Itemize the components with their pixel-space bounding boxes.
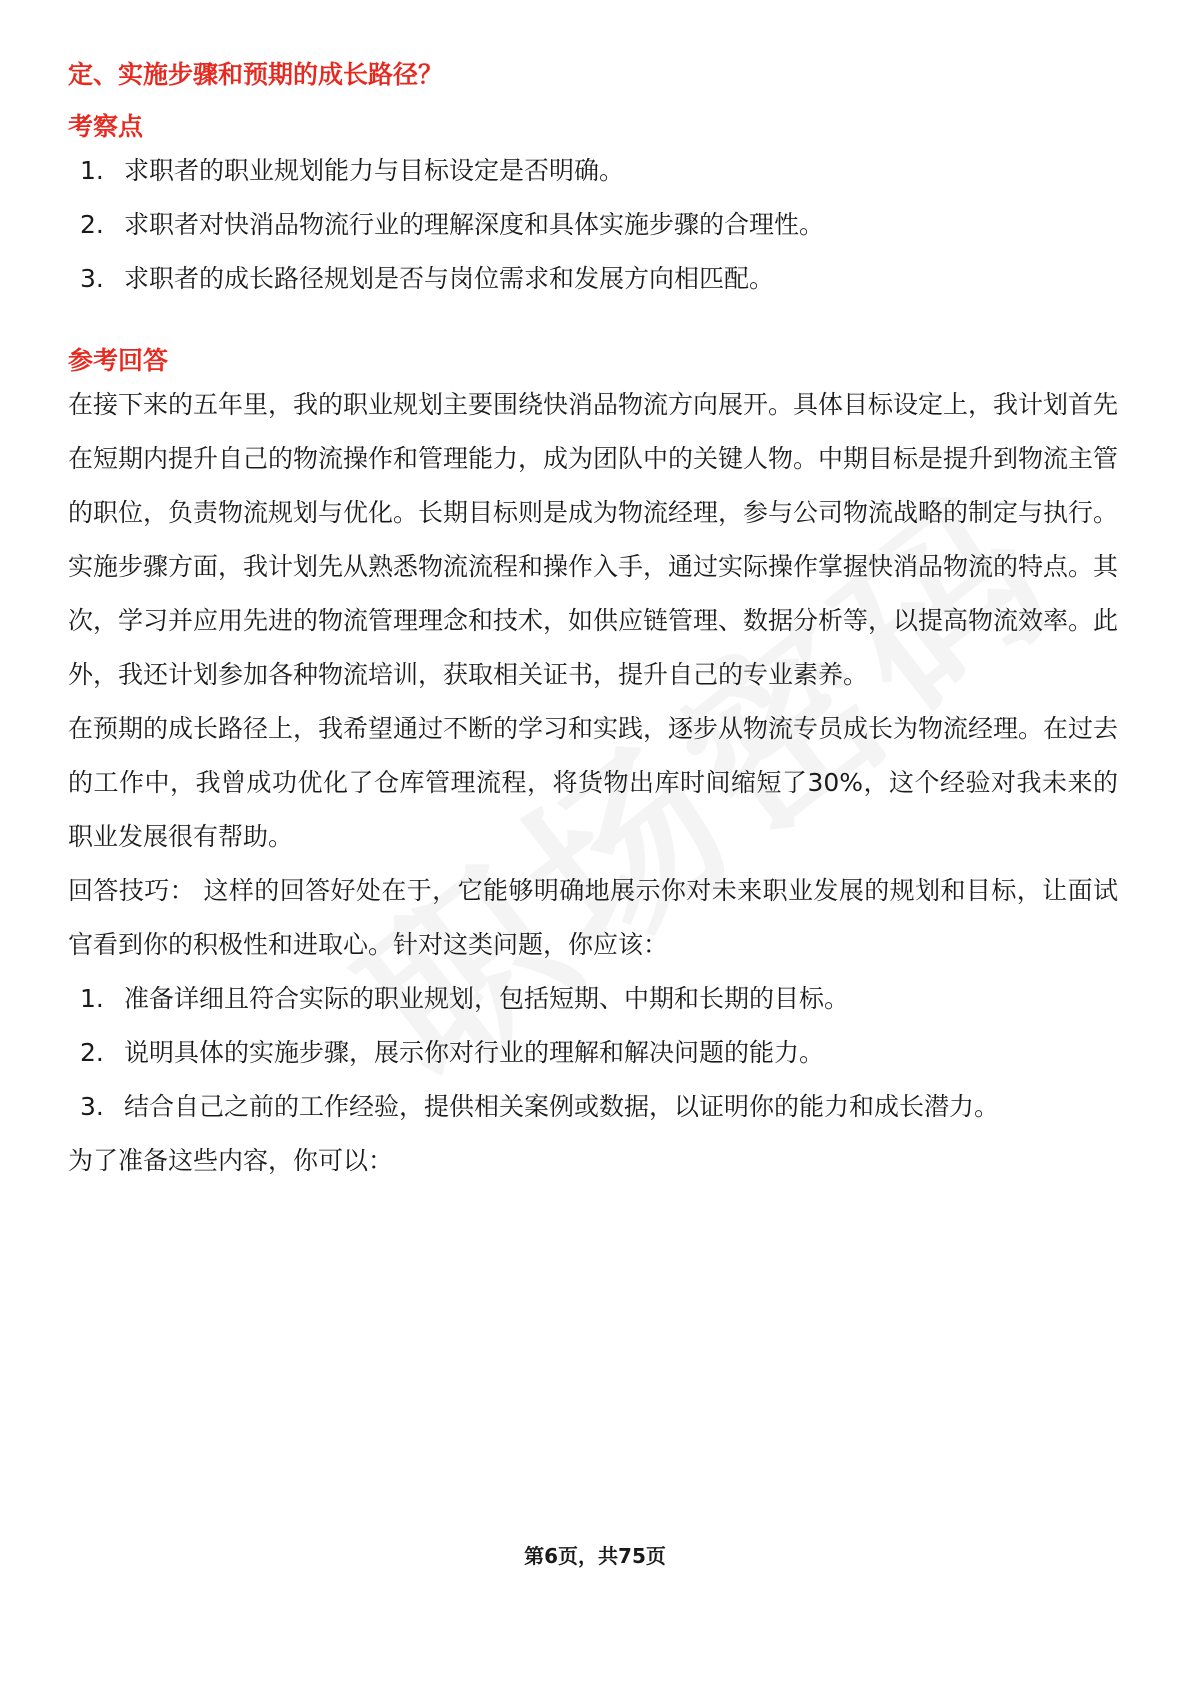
list-number: 2.: [80, 1038, 104, 1067]
answer-paragraph: 在预期的成长路径上，我希望通过不断的学习和实践，逐步从物流专员成长为物流经理。在过去的工作中，我曾成功优化了仓库管理流程，将货物出库时间缩短了30%，这个经验对我未来的职业发展很有帮助。: [68, 714, 1119, 851]
kaocha-heading: 考察点: [68, 112, 144, 141]
list-item: [68, 1080, 1118, 1134]
tips-intro-paragraph: 回答技巧： 这样的回答好处在于，它能够明确地展示你对未来职业发展的规划和目标，让面试官看到你的积极性和进取心。针对这类问题，你应该：: [68, 876, 1118, 959]
answer-paragraph: 在接下来的五年里，我的职业规划主要围绕快消品物流方向展开。具体目标设定上，我计划首先在短期内提升自己的物流操作和管理能力，成为团队中的关键人物。中期目标是提升到物流主管的职位，负责物流规划与优化。长期目标则是成为物流经理，参与公司物流战略的制定与执行。: [68, 390, 1119, 527]
page-footer: 第6页，共75页: [524, 1544, 666, 1568]
list-number: 1.: [80, 984, 104, 1013]
kaocha-list: [68, 144, 1118, 306]
list-item: [68, 972, 1118, 1026]
list-item: [68, 252, 1118, 306]
list-number: 3.: [80, 1092, 104, 1121]
answer-paragraph: 实施步骤方面，我计划先从熟悉物流流程和操作入手，通过实际操作掌握快消品物流的特点。其次，学习并应用先进的物流管理理念和技术，如供应链管理、数据分析等，以提高物流效率。此外，我还计划参加各种物流培训，获取相关证书，提升自己的专业素养。: [68, 552, 1119, 689]
list-text: 准备详细且符合实际的职业规划，包括短期、中期和长期的目标。: [124, 984, 850, 1013]
page-content: [68, 58, 1118, 1188]
list-text: 求职者对快消品物流行业的理解深度和具体实施步骤的合理性。: [124, 210, 825, 239]
list-item: [68, 1026, 1118, 1080]
closing-paragraph: 为了准备这些内容，你可以：: [68, 1146, 394, 1175]
list-number: 2.: [80, 210, 104, 239]
list-text: 说明具体的实施步骤，展示你对行业的理解和解决问题的能力。: [124, 1038, 825, 1067]
list-number: 1.: [80, 156, 104, 185]
list-number: 3.: [80, 264, 104, 293]
list-text: 求职者的成长路径规划是否与岗位需求和发展方向相匹配。: [124, 264, 775, 293]
list-text: 求职者的职业规划能力与目标设定是否明确。: [124, 156, 625, 185]
list-item: [68, 144, 1118, 198]
answer-heading: 参考回答: [68, 346, 169, 375]
question-heading: 定、实施步骤和预期的成长路径？: [68, 60, 444, 89]
list-item: [68, 198, 1118, 252]
tips-list: [68, 972, 1118, 1134]
list-text: 结合自己之前的工作经验，提供相关案例或数据，以证明你的能力和成长潜力。: [124, 1092, 1000, 1121]
